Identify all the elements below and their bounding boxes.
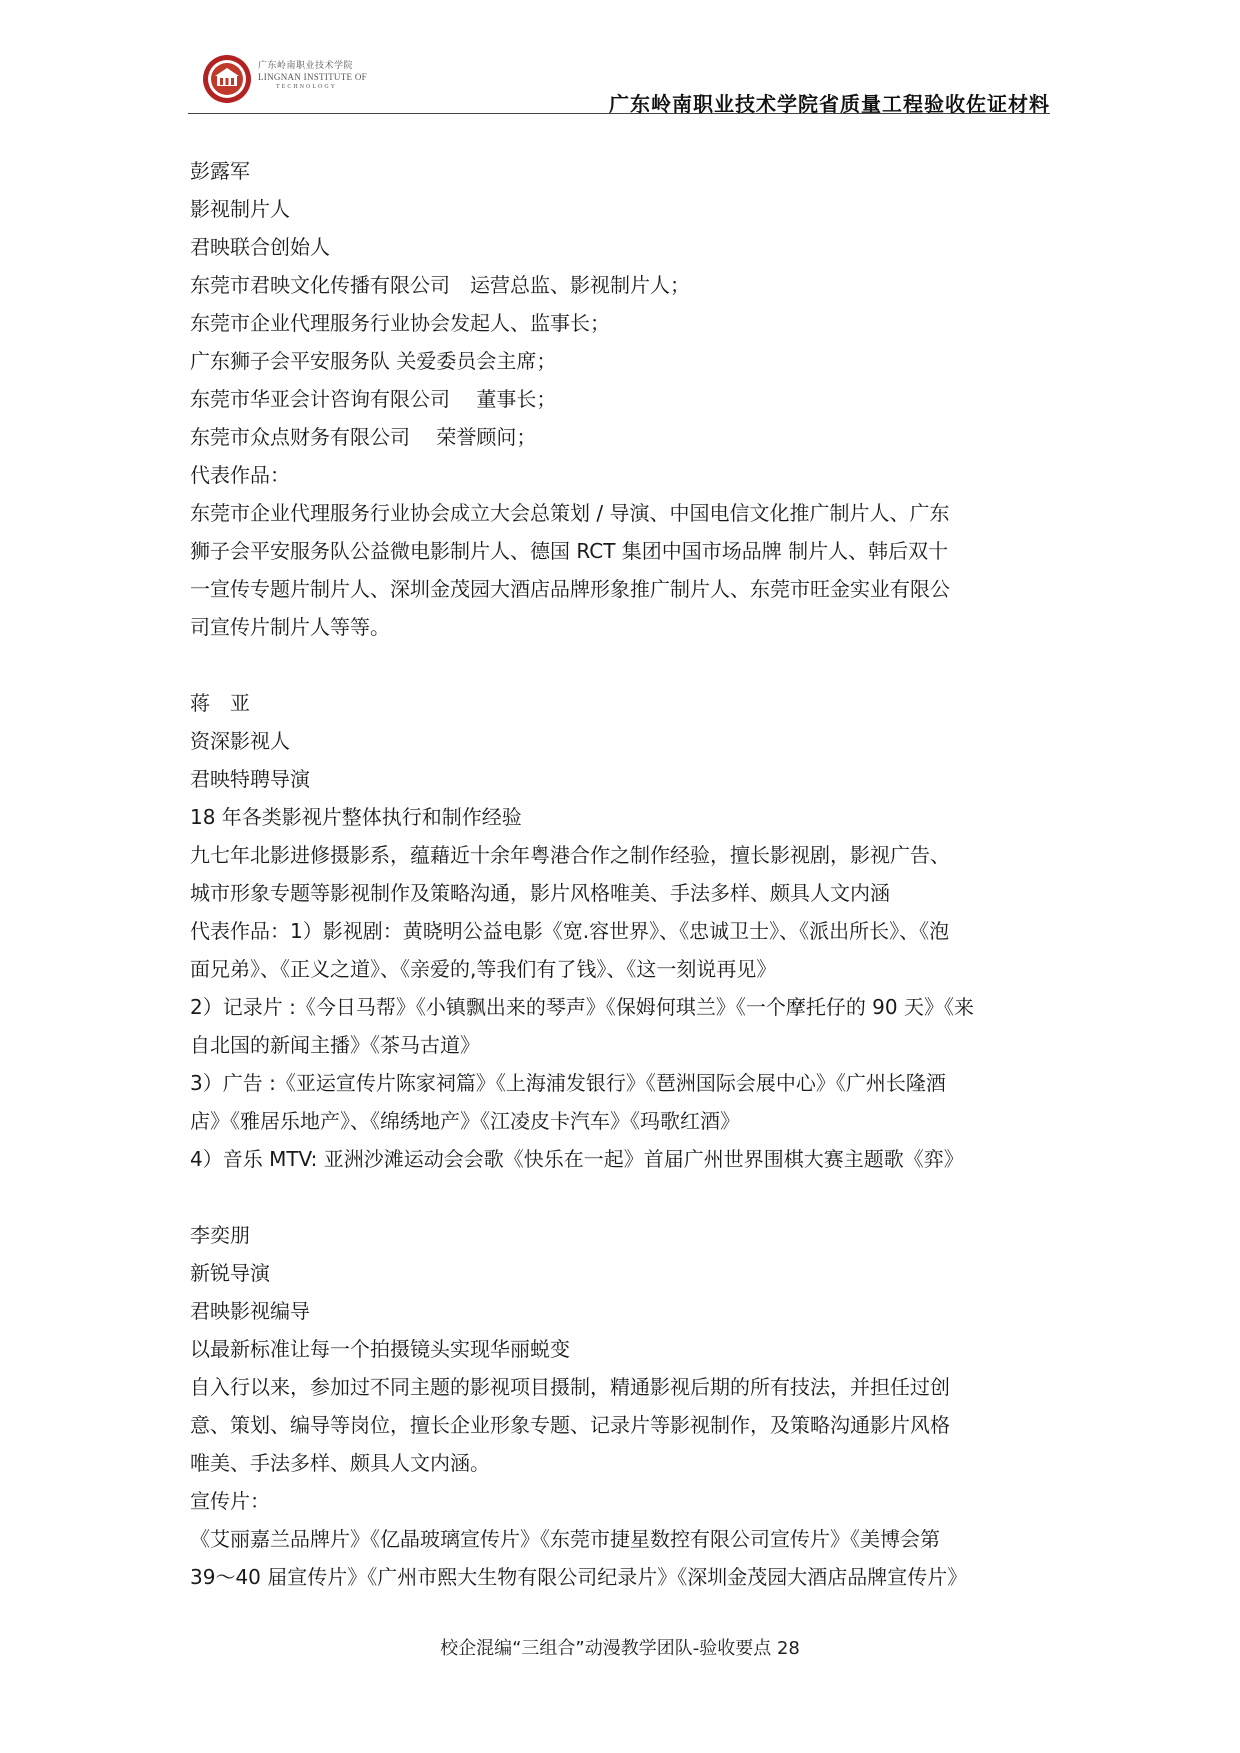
profile-line: 东莞市君映文化传播有限公司 运营总监、影视制片人； xyxy=(190,273,690,297)
profile-line: 3）广告 :《亚运宣传片陈家祠篇》《上海浦发银行》《琶洲国际会展中心》《广州长隆酒 xyxy=(190,1071,946,1095)
header-divider xyxy=(188,113,1050,114)
profile-line: 18 年各类影视片整体执行和制作经验 xyxy=(190,805,522,829)
profile-line: 自北国的新闻主播》《茶马古道》 xyxy=(190,1033,480,1057)
college-seal-logo xyxy=(202,54,252,104)
profile-line: 东莞市华亚会计咨询有限公司 董事长； xyxy=(190,387,557,411)
section-gap xyxy=(190,646,1020,684)
profile-line: 代表作品： xyxy=(190,463,290,487)
document-body xyxy=(190,152,1020,1596)
works-line: 东莞市企业代理服务行业协会成立大会总策划 / 导演、中国电信文化推广制片人、广东 xyxy=(190,501,950,525)
profile-line: 影视制片人 xyxy=(190,197,290,221)
logo-english-name-2: TECHNOLOGY xyxy=(276,84,337,90)
profile-line: 代表作品：1）影视剧：黄晓明公益电影《宽.容世界》、《忠诚卫士》、《派出所长》、《泡 xyxy=(190,919,950,943)
profile-peng-lujun xyxy=(190,152,1020,646)
profile-line: 4）音乐 MTV: 亚洲沙滩运动会会歌《快乐在一起》首届广州世界围棋大赛主题歌《弈》 xyxy=(190,1147,964,1171)
works-line: 一宣传专题片制片人、深圳金茂园大酒店品牌形象推广制片人、东莞市旺金实业有限公 xyxy=(190,577,950,601)
person-name: 李奕朋 xyxy=(190,1223,250,1247)
logo-chinese-name: 广东岭南职业技术学院 xyxy=(258,61,354,71)
profile-line: 广东狮子会平安服务队 关爱委员会主席； xyxy=(190,349,557,373)
profile-line: 资深影视人 xyxy=(190,729,290,753)
page-header xyxy=(188,46,1050,114)
header-title: 广东岭南职业技术学院省质量工程验收佐证材料 xyxy=(609,92,1050,116)
section-gap xyxy=(190,1178,1020,1216)
profile-line: 城市形象专题等影视制作及策略沟通，影片风格唯美、手法多样、颇具人文内涵 xyxy=(190,881,890,905)
person-name: 蒋 亚 xyxy=(190,691,250,715)
profile-line: 店》《雅居乐地产》、《绵绣地产》《江凌皮卡汽车》《玛歌红酒》 xyxy=(190,1109,740,1133)
profile-line: 39～40 届宣传片》《广州市熙大生物有限公司纪录片》《深圳金茂园大酒店品牌宣传片》 xyxy=(190,1565,968,1589)
page-footer: 校企混编“三组合”动漫教学团队-验收要点 28 xyxy=(440,1638,800,1659)
profile-line: 九七年北影进修摄影系，蕴藉近十余年粤港合作之制作经验，擅长影视剧，影视广告、 xyxy=(190,843,950,867)
profile-line: 宣传片： xyxy=(190,1489,270,1513)
profile-line: 东莞市企业代理服务行业协会发起人、监事长； xyxy=(190,311,610,335)
profile-line: 面兄弟》、《正义之道》、《亲爱的,等我们有了钱》、《这一刻说再见》 xyxy=(190,957,777,981)
profile-line: 君映联合创始人 xyxy=(190,235,330,259)
person-name: 彭露军 xyxy=(190,159,250,183)
works-line: 狮子会平安服务队公益微电影制片人、德国 RCT 集团中国市场品牌 制片人、韩后双十 xyxy=(190,539,949,563)
profile-line: 意、策划、编导等岗位，擅长企业形象专题、记录片等影视制作，及策略沟通影片风格 xyxy=(190,1413,950,1437)
profile-line: 《艾丽嘉兰品牌片》《亿晶玻璃宣传片》《东莞市捷星数控有限公司宣传片》《美博会第 xyxy=(190,1527,940,1551)
profile-line: 2）记录片 :《今日马帮》《小镇飘出来的琴声》《保姆何琪兰》《一个摩托仔的 90 天》《来 xyxy=(190,995,974,1019)
profile-line: 君映特聘导演 xyxy=(190,767,310,791)
logo-english-name: LINGNAN INSTITUTE OF xyxy=(258,72,367,82)
profile-line: 新锐导演 xyxy=(190,1261,270,1285)
profile-li-yipeng xyxy=(190,1216,1020,1596)
logo-text xyxy=(258,60,398,91)
profile-line: 以最新标准让每一个拍摄镜头实现华丽蜕变 xyxy=(190,1337,570,1361)
profile-line: 自入行以来，参加过不同主题的影视项目摄制，精通影视后期的所有技法，并担任过创 xyxy=(190,1375,950,1399)
profile-line: 君映影视编导 xyxy=(190,1299,310,1323)
profile-jiang-ya xyxy=(190,684,1020,1178)
works-line: 司宣传片制片人等等。 xyxy=(190,615,390,639)
profile-line: 唯美、手法多样、颇具人文内涵。 xyxy=(190,1451,490,1475)
profile-line: 东莞市众点财务有限公司 荣誉顾问； xyxy=(190,425,537,449)
